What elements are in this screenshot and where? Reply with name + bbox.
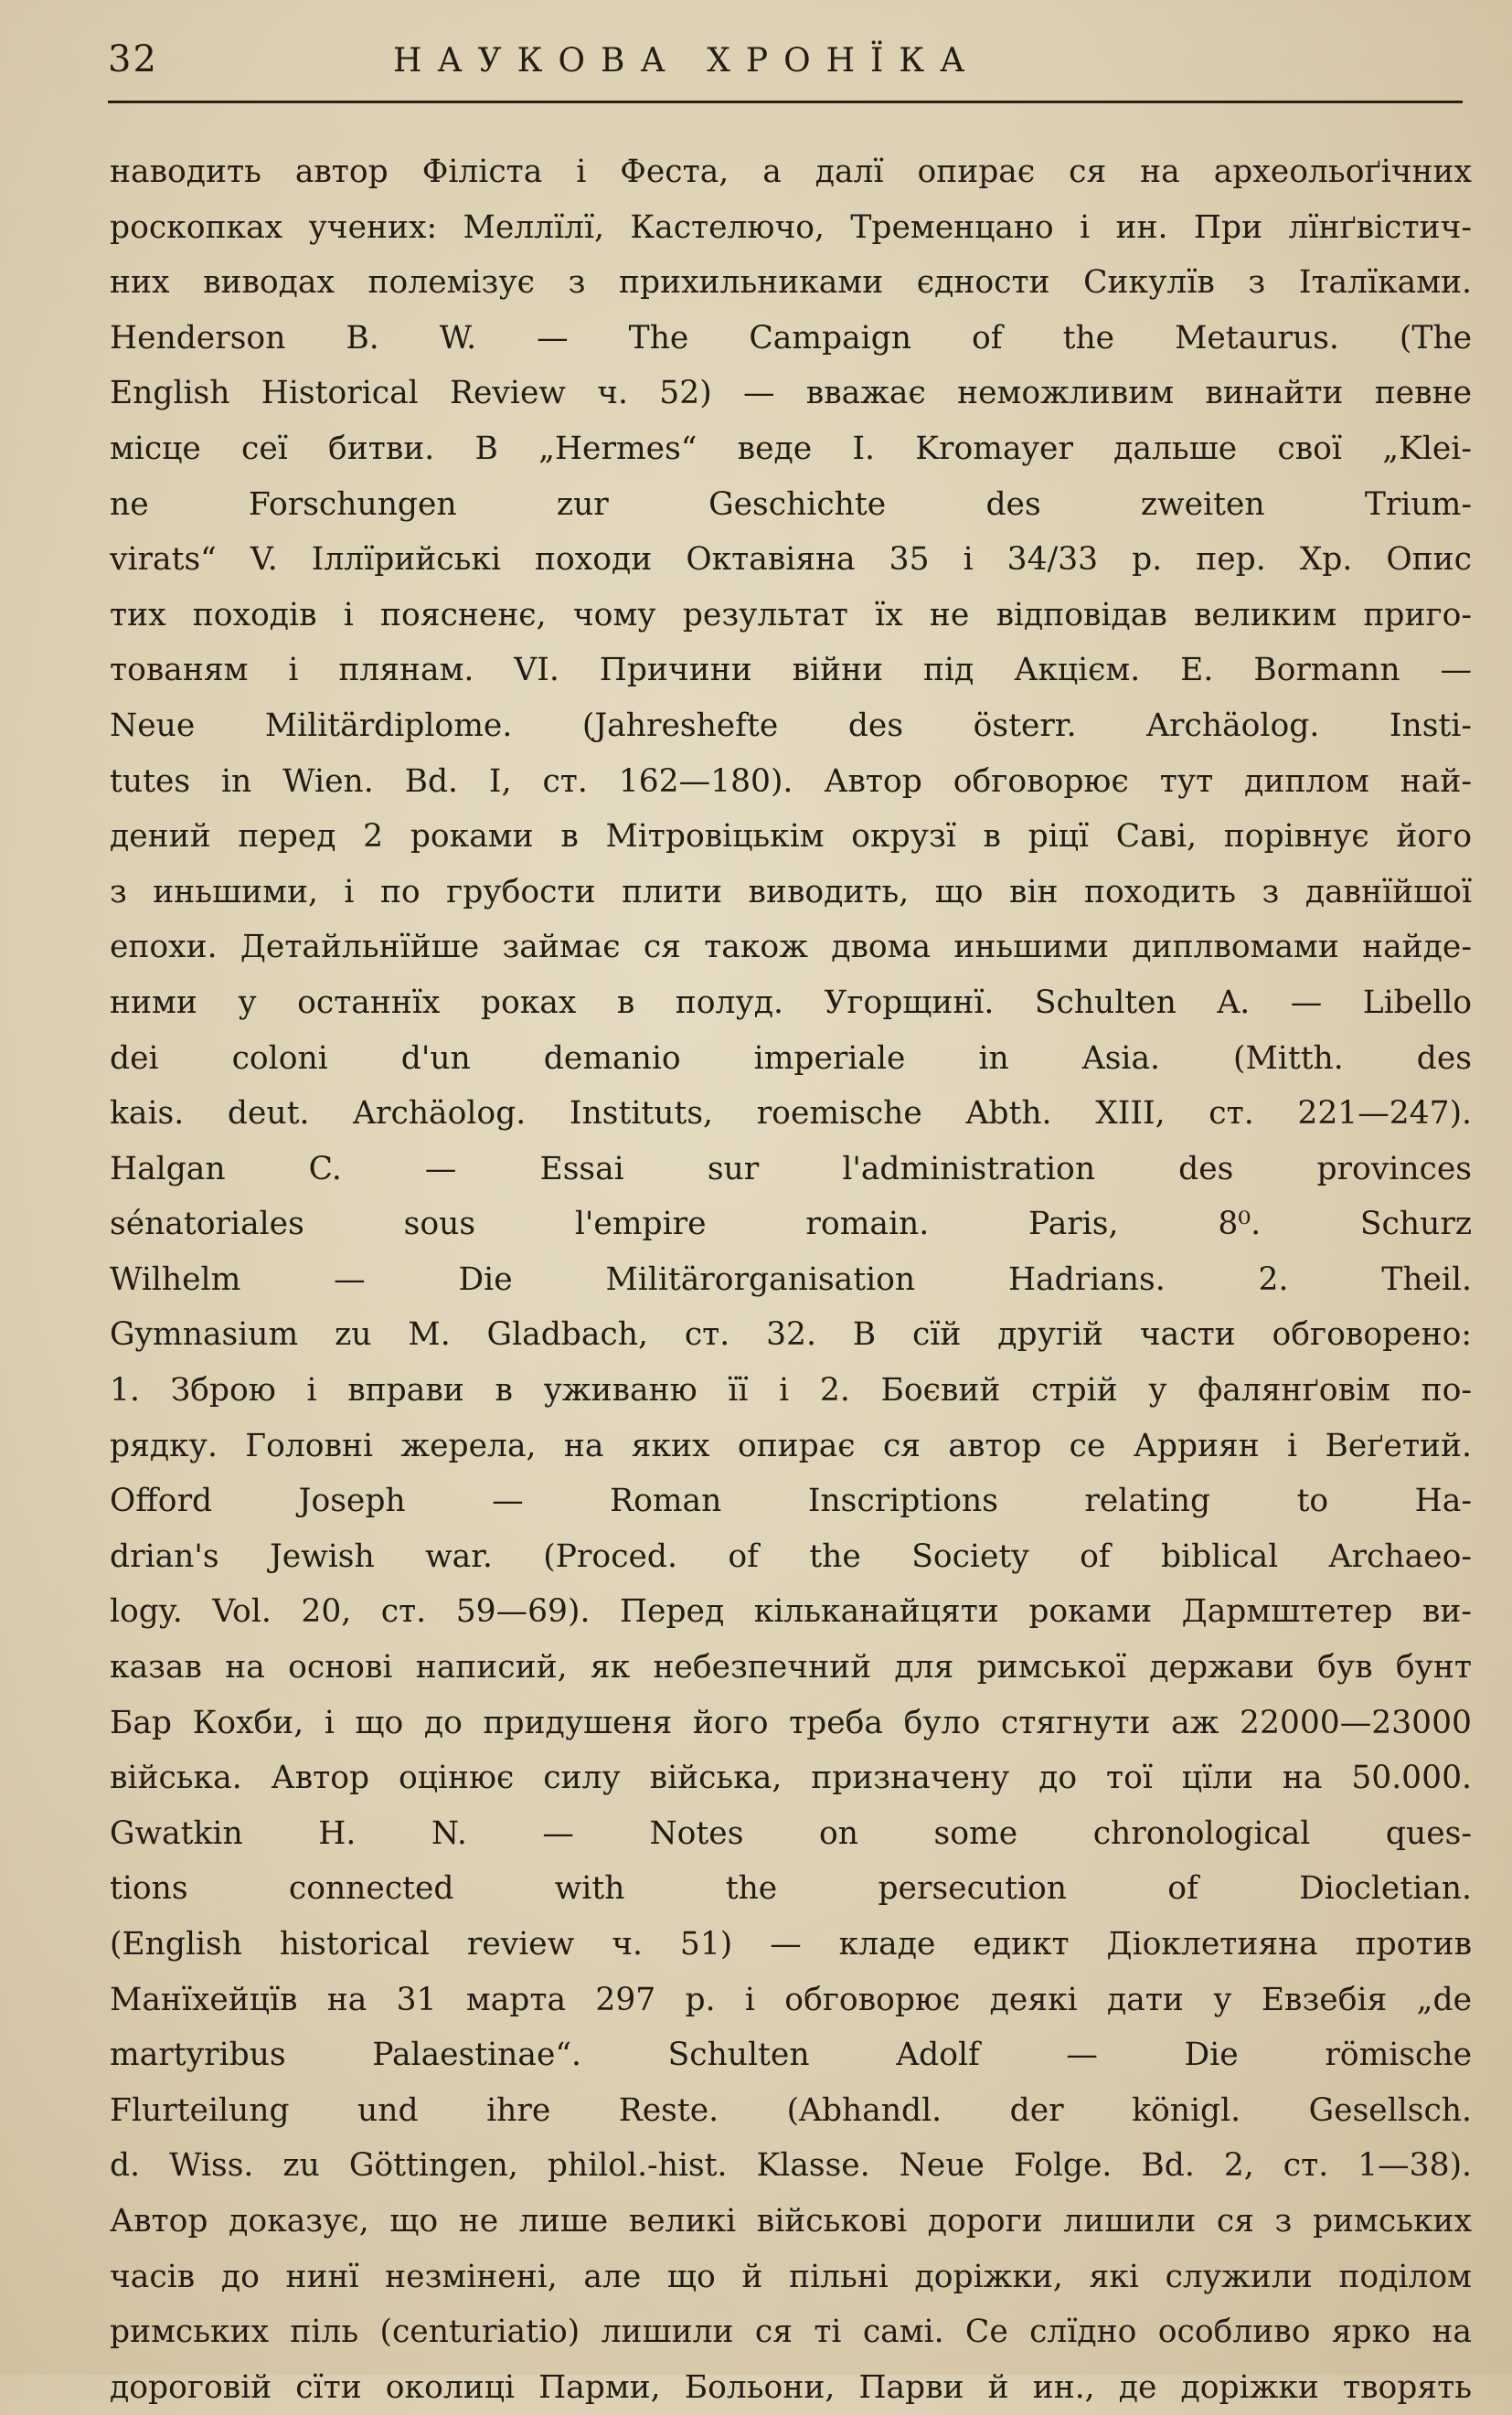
text-line: martyribus Palaestinae“. Schulten Adolf — Die römische (110, 2037, 1472, 2074)
text-line: Автор доказує, що не лише великі військові дороги лишили ся з римських (110, 2202, 1472, 2239)
text-line: наводить автор Філіста і Феста, а далї опирає ся на археольоґічних (110, 154, 1472, 190)
text-line: English Historical Review ч. 52) — вважає неможливим винайти певне (110, 375, 1472, 412)
text-line: часів до нинї незмінені, але що й пільні доріжки, які служили поділом (110, 2258, 1472, 2295)
text-line: рядку. Головні жерела, на яких опирає ся автор се Арриян і Веґетий. (110, 1427, 1472, 1464)
text-line: епохи. Детайльнїйше займає ся також двома иньшими диплвомами найде- (110, 929, 1472, 966)
text-line: місце сеї битви. В „Hermes“ веде I. Kromayer дальше свої „Klei- (110, 430, 1472, 467)
text-line: sénatoriales sous l'empire romain. Paris, 8⁰. Schurz (110, 1206, 1472, 1243)
text-line: війська. Автор оцінює силу війська, призначену до тої цїли на 50.000. (110, 1760, 1472, 1797)
text-line: тованям і плянам. VI. Причини війни під Акцієм. E. Bormann — (110, 652, 1472, 689)
text-line: тих походів і поясненє, чому результат їх не відповідав великим приго- (110, 596, 1472, 633)
text-line: Halgan C. — Essai sur l'administration des provinces (110, 1150, 1472, 1187)
header-rule (108, 101, 1463, 103)
text-line: роскопках учених: Меллїлї, Кастелючо, Тременцано і ин. При лїнґвістич- (110, 208, 1472, 246)
text-line: дений перед 2 роками в Мітровіцькім окрузї в ріцї Саві, порівнує його (110, 818, 1472, 856)
text-line: римських піль (centuriatio) лишили ся ті самі. Се слїдно особливо ярко на (110, 2314, 1472, 2351)
text-line: ними у останнїх роках в полуд. Угорщинї. Schulten A. — Libello (110, 984, 1472, 1021)
text-line: Бар Кохби, і що до придушеня його треба було стягнути аж 22000—23000 (110, 1704, 1472, 1741)
text-line: Henderson B. W. — The Campaign of the Metaurus. (The (110, 319, 1472, 356)
text-line: Neue Militärdiplome. (Jahreshefte des österr. Archäolog. Insti- (110, 707, 1472, 744)
text-line: Offord Joseph — Roman Inscriptions relating to Ha- (110, 1483, 1472, 1520)
text-line: Манїхейцїв на 31 марта 297 р. і обговорює деякі дати у Евзебія „de (110, 1981, 1472, 2018)
text-line: kais. deut. Archäolog. Instituts, roemische Abth. XIII, ст. 221—247). (110, 1095, 1472, 1133)
text-line: virats“ V. Іллїрийські походи Октавіяна 35 і 34/33 р. пер. Хр. Опис (110, 541, 1472, 579)
text-line: tutes in Wien. Bd. I, ст. 162—180). Автор обговорює тут диплом най- (110, 762, 1472, 800)
text-line: Gymnasium zu M. Gladbach, ст. 32. В сїй другій части обговорено: (110, 1316, 1472, 1354)
text-line: Flurteilung und ihre Reste. (Abhandl. der königl. Gesellsch. (110, 2091, 1472, 2129)
text-line: казав на основі написий, як небезпечний для римської держави був бунт (110, 1649, 1472, 1686)
text-line: drian's Jewish war. (Proced. of the Society of biblical Archaeo- (110, 1537, 1472, 1575)
text-line: 1. Зброю і вправи в уживаню її і 2. Боєвий стрій у фалянґовім по- (110, 1372, 1472, 1410)
text-line: d. Wiss. zu Göttingen, philol.-hist. Klasse. Neue Folge. Bd. 2, ст. 1—38). (110, 2147, 1472, 2185)
text-line: Wilhelm — Die Militärorganisation Hadrians. 2. Theil. (110, 1261, 1472, 1298)
body-text (110, 144, 1472, 2415)
text-line: Gwatkin H. N. — Notes on some chronological ques- (110, 1814, 1472, 1852)
text-line: logy. Vol. 20, ст. 59—69). Перед кільканайцяти роками Дармштетер ви- (110, 1593, 1472, 1631)
text-line: dei coloni d'un demanio imperiale in Asia. (Mitth. des (110, 1039, 1472, 1077)
running-title: НАУКОВА ХРОНЇКА (393, 42, 981, 80)
text-line: дороговій сїти околиці Парми, Больони, Парви й ин., де доріжки творять (110, 2368, 1472, 2406)
text-line: ne Forschungen zur Geschichte des zweiten Trium- (110, 485, 1472, 523)
page-number: 32 (108, 38, 158, 80)
text-line: (English historical review ч. 51) — кладе едикт Діоклетияна против (110, 1926, 1472, 1963)
text-line: tions connected with the persecution of Diocletian. (110, 1870, 1472, 1908)
text-line: з иньшими, і по грубости плити виводить, що він походить з давнїйшої (110, 873, 1472, 910)
text-line: них виводах полемізує з прихильниками єдности Сикулїв з Італїками. (110, 264, 1472, 302)
